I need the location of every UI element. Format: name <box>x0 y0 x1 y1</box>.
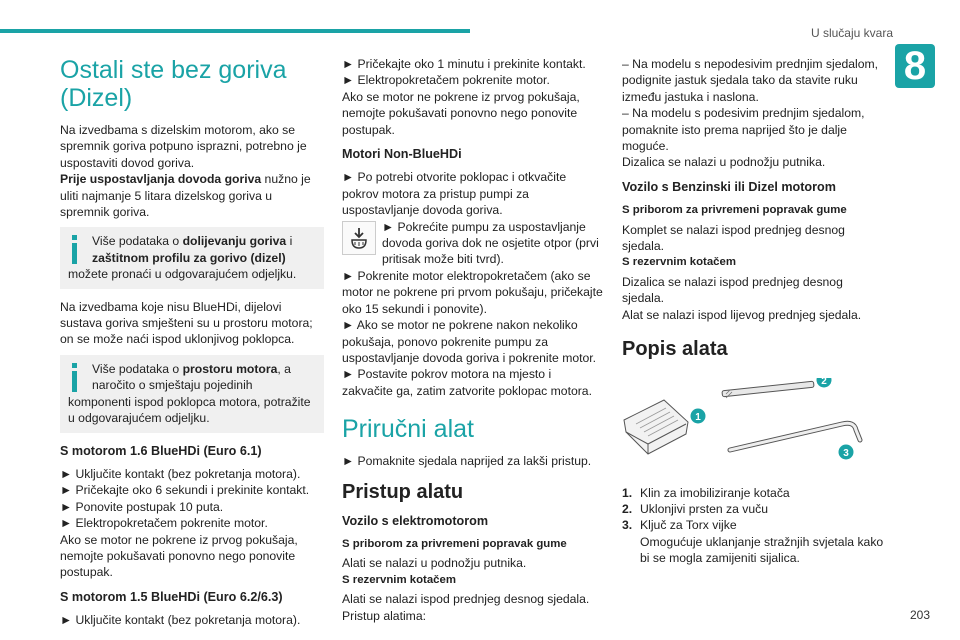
info-icon <box>68 363 82 393</box>
kit-label: S priborom za privremeni popravak gume <box>622 204 847 217</box>
pump-step: ► Pokrećite pumpu za uspostavljanje dovoda goriva dok ne osjetite otpor (prvi pritisak može biti tvrd). <box>342 219 604 268</box>
tool-item: 3. Ključ za Torx vijke Omogućuje uklanjanje stražnjih svjetala kako bi se mogla zamijeniti sijalica. <box>622 518 884 566</box>
step: ► Pokrenite motor elektropokretačem (ako se motor ne pokrene pri prvom pokušaju, pričekajte oko 15 sekundi i ponovite). <box>342 268 603 316</box>
column-3 <box>622 56 884 567</box>
callout-2-label: 2 <box>821 378 827 388</box>
step: ► Postavite pokrov motora na mjesto i zakvačite ga, zatim zatvorite poklopac motora. <box>342 367 592 398</box>
step: ► Elektropokretačem pokrenite motor. <box>60 516 268 531</box>
step: ► Ponovite postupak 10 puta. <box>60 499 224 514</box>
torx-key-illustration <box>730 423 860 450</box>
chapter-number-tab: 8 <box>895 44 935 88</box>
dash-item: – Na modelu s nepodesivim prednjim sjedalom, podignite jastuk sjedala tako da stavite ruku između jastuka i naslona. <box>622 57 879 104</box>
tool-item: 2. Uklonjivi prsten za vuču <box>622 501 769 516</box>
step: ► Uključite kontakt (bez pokretanja motora). <box>60 466 301 481</box>
header-accent-bar <box>0 29 470 33</box>
heading-non-bluehdi: Motori Non-BlueHDi <box>342 147 462 162</box>
callout-1-label: 1 <box>695 412 701 424</box>
step: ► Po potrebi otvorite poklopac i otkvačite pokrov motora za pristup pumpi za uspostavljanje dovoda goriva. <box>342 170 567 218</box>
info-icon <box>68 235 82 265</box>
spare-text: Alat se nalazi ispod lijevog prednjeg sjedala. <box>622 307 862 322</box>
kit-text: Alati se nalazi u podnožju putnika. <box>342 556 527 571</box>
heading-tool-access: Pristup alatu <box>342 480 464 503</box>
info-note-engine: Više podataka o prostoru motora, a naročito o smještaju pojedinih komponenti ispod poklopca motora, potražite u odgovarajućem odjeljku. <box>60 355 324 433</box>
page-number: 203 <box>909 608 930 622</box>
heading-tool-list: Popis alata <box>622 338 728 361</box>
step: ► Elektropokretačem pokrenite motor. <box>342 73 550 88</box>
heading-bluehdi-62: S motorom 1.5 BlueHDi (Euro 6.2/6.3) <box>60 589 283 604</box>
step: ► Ako se motor ne pokrene nakon nekoliko pokušaja, ponovo pokrenite pumpu za uspostavljanje dovoda goriva i pokrenite motor. <box>342 318 597 365</box>
spare-label: S rezervnim kotačem <box>342 573 456 586</box>
wheel-chock-illustration <box>624 400 688 454</box>
callout-1 <box>691 409 706 424</box>
step: ► Pričekajte oko 6 sekundi i prekinite kontakt. <box>60 483 310 498</box>
chapter-title: U slučaju kvara <box>810 26 893 40</box>
heading-bluehdi-61: S motorom 1.6 BlueHDi (Euro 6.1) <box>60 443 262 458</box>
callout-3-label: 3 <box>843 448 849 460</box>
column-2 <box>342 56 604 624</box>
step: Ako se motor ne pokrene iz prvog pokušaja, nemojte pokušavati ponovno nego ponovite postupak. <box>342 89 580 137</box>
step: ► Pomaknite sjedala naprijed za lakši pristup. <box>342 454 592 469</box>
callout-2 <box>817 378 832 388</box>
tool-item: 1. Klin za imobiliziranje kotača <box>622 485 790 500</box>
access-text: Pristup alatima: <box>342 608 426 623</box>
kit-text: Komplet se nalazi ispod prednjeg desnog sjedala. <box>622 222 845 254</box>
prep-text: Prije uspostavljanja dovoda goriva nužno je uliti najmanje 5 litara dizelskog goriva u spremnik goriva. <box>60 172 311 220</box>
step: Ako se motor ne pokrene iz prvog pokušaja, nemojte pokušavati ponovno nego ponovite postupak. <box>60 532 298 580</box>
spare-text: Alati se nalazi ispod prednjeg desnog sjedala. <box>342 592 590 607</box>
column-1 <box>60 56 324 629</box>
engine-bay-text: Na izvedbama koje nisu BlueHDi, dijelovi sustava goriva smješteni su u prostoru motora; on se može naći ispod uklonjivog poklopca. <box>60 299 313 347</box>
spare-text: Dizalica se nalazi ispod prednjeg desnog sjedala. <box>622 274 843 306</box>
kit-label: S priborom za privremeni popravak gume <box>342 537 567 550</box>
hand-pump-icon <box>342 221 376 255</box>
jack-text: Dizalica se nalazi u podnožju putnika. <box>622 155 826 170</box>
step: ► Pričekajte oko 1 minutu i prekinite kontakt. <box>342 57 586 71</box>
tools-illustration <box>622 378 884 460</box>
towing-eye-illustration <box>722 381 814 398</box>
callout-3 <box>839 445 854 460</box>
section-title-tools: Priručni alat <box>342 415 474 444</box>
section-title-fuel: Ostali ste bez goriva (Dizel) <box>60 56 287 112</box>
heading-electric: Vozilo s elektromotorom <box>342 513 489 528</box>
step: ► Uključite kontakt (bez pokretanja motora). <box>60 613 301 628</box>
info-note-fuel: Više podataka o dolijevanju goriva i zaštitnom profilu za gorivo (dizel) možete pronaći u odgovarajućem odjeljku. <box>60 227 324 288</box>
dash-item: – Na modelu s podesivim prednjim sjedalom, pomaknite isto prema naprijed što je dalje moguće. <box>622 106 865 154</box>
tool-list <box>622 485 884 567</box>
intro-text: Na izvedbama s dizelskim motorom, ako se spremnik goriva potpuno isprazni, potrebno je uspostaviti dovod goriva. <box>60 123 307 170</box>
heading-petrol-diesel: Vozilo s Benzinski ili Dizel motorom <box>622 179 836 194</box>
tool-3-description: Omogućuje uklanjanje stražnjih svjetala kako bi se mogla zamijeniti sijalica. <box>640 534 884 566</box>
spare-label: S rezervnim kotačem <box>622 256 736 269</box>
